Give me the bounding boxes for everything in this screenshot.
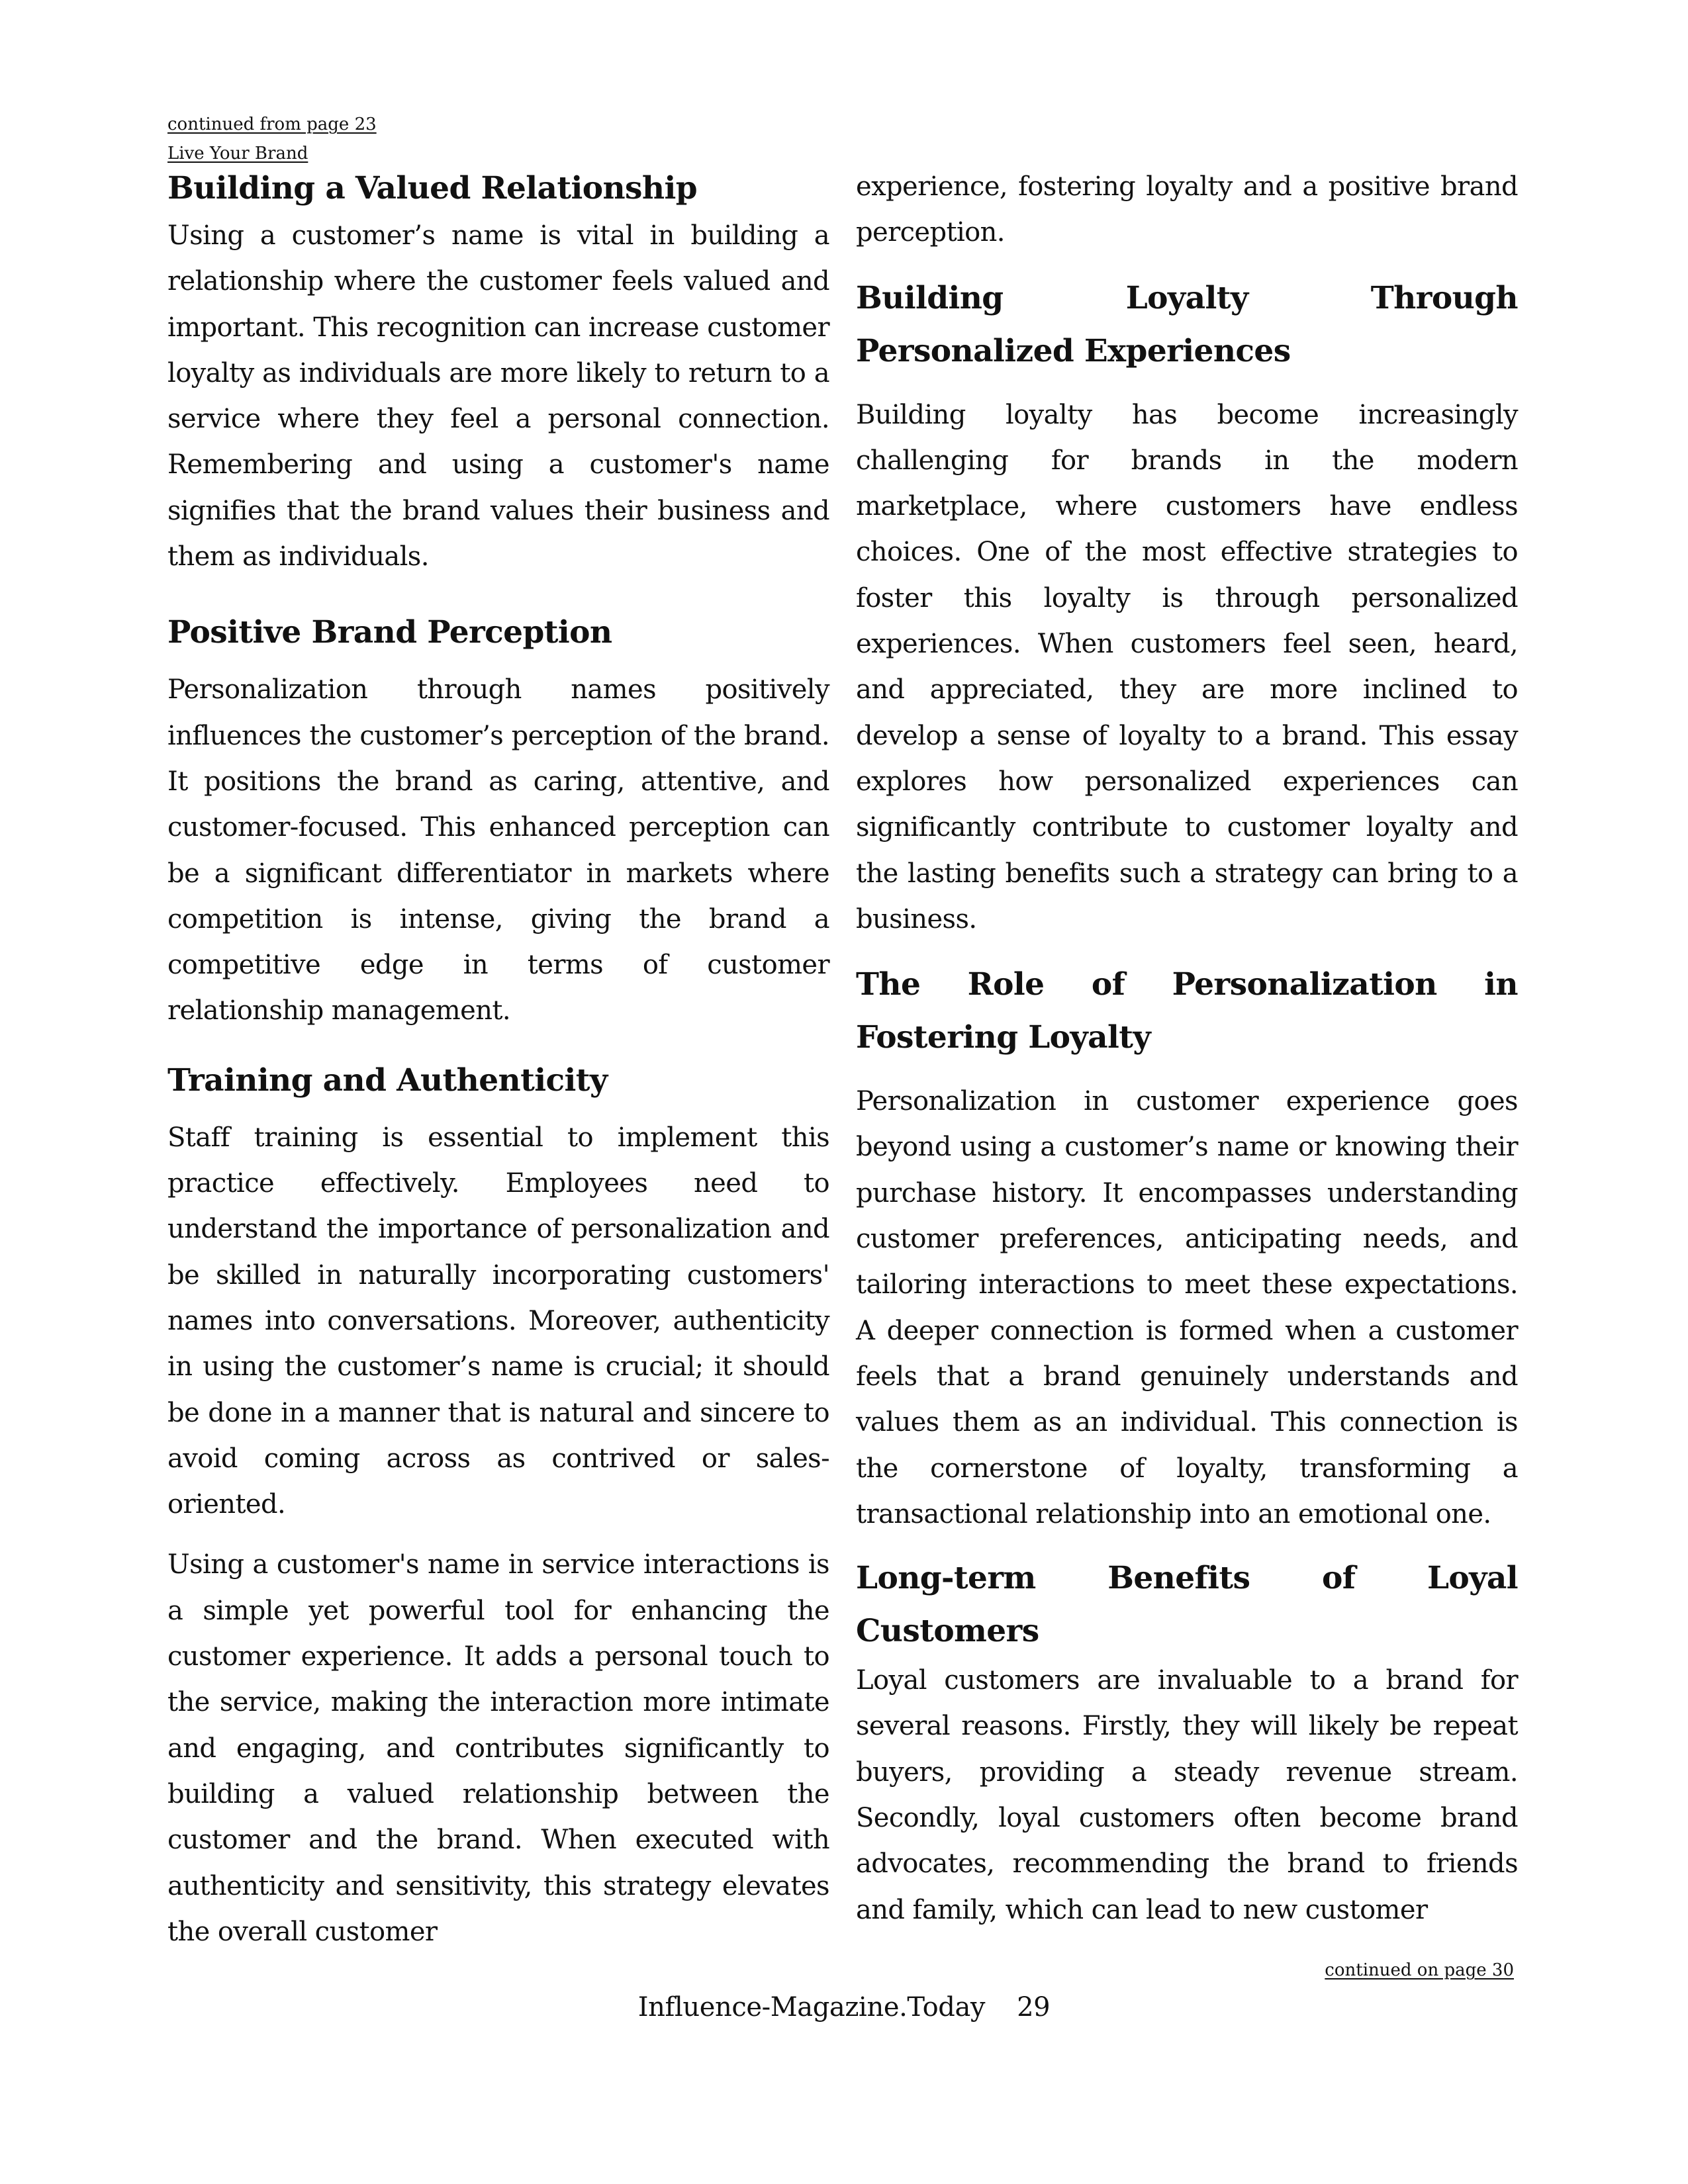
paragraph: Using a customer's name in service interactions is a simple yet powerful tool for enhancing the customer experience. It adds a personal touch to the service, making the interaction more intimate and engaging, and contributes significantly to building a valued relationship between the customer and the brand. When executed with authenticity and sensitivity, this strategy elevates the overall customer (167, 1549, 829, 1947)
paragraph: Building loyalty has become increasingly challenging for brands in the modern marketplace, where customers have endless choices. One of the most effective strategies to foster this loyalty is through personalized experiences. When customers feel seen, heard, and appreciated, they are more inclined to develop a sense of loyalty to a brand. This essay explores how personalized experiences can significantly contribute to customer loyalty and the lasting benefits such a strategy can bring to a business. (856, 399, 1518, 934)
continued-from-link[interactable]: continued from page 23 (167, 114, 377, 134)
footer-site-name: Influence-Magazine.Today (637, 1992, 986, 2023)
continued-on-link[interactable]: continued on page 30 (1325, 1960, 1514, 1980)
right-column (856, 164, 1518, 1948)
page-footer (0, 1992, 1688, 2023)
section-heading: The Role of Personalization in Fostering Loyalty (856, 966, 1518, 1056)
section-heading: Training and Authenticity (167, 1062, 608, 1099)
page-number: 29 (1017, 1992, 1051, 2023)
paragraph: Using a customer’s name is vital in building a relationship where the customer feels valued and important. This recognition can increase customer loyalty as individuals are more likely to return to a service where they feel a personal connection. Remembering and using a customer's name signifies that the brand values their business and them as individuals. (167, 220, 829, 572)
paragraph: experience, fostering loyalty and a positive brand perception. (856, 171, 1518, 248)
section-heading: Long-term Benefits of Loyal Customers (856, 1560, 1518, 1650)
paragraph: Loyal customers are invaluable to a brand for several reasons. Firstly, they will likely be repeat buyers, providing a steady revenue stream. Secondly, loyal customers often become brand advocates, recommending the brand to friends and family, which can lead to new customer (856, 1665, 1518, 1925)
paragraph: Personalization through names positively influences the customer’s perception of the brand. It positions the brand as caring, attentive, and customer-focused. This enhanced perception can be a significant differentiator in markets where competition is intense, giving the brand a competitive edge in terms of customer relationship management. (167, 674, 829, 1026)
left-column (167, 164, 829, 1970)
section-heading: Building a Valued Relationship (167, 170, 698, 206)
paragraph: Staff training is essential to implement this practice effectively. Employees need to understand the importance of personalization and be skilled in naturally incorporating customers' names into conversations. Moreover, authenticity in using the customer’s name is crucial; it should be done in a manner that is natural and sincere to avoid coming across as contrived or sales-oriented. (167, 1122, 829, 1520)
page-top-links (167, 110, 377, 168)
section-heading: Positive Brand Perception (167, 614, 612, 651)
paragraph: Personalization in customer experience goes beyond using a customer’s name or knowing their purchase history. It encompasses understanding customer preferences, anticipating needs, and tailoring interactions to meet these expectations. A deeper connection is formed when a customer feels that a brand genuinely understands and values them as an individual. This connection is the cornerstone of loyalty, transforming a transactional relationship into an emotional one. (856, 1086, 1518, 1529)
article-title-link[interactable]: Live Your Brand (167, 144, 308, 163)
section-heading: Building Loyalty Through Personalized Experiences (856, 279, 1518, 369)
